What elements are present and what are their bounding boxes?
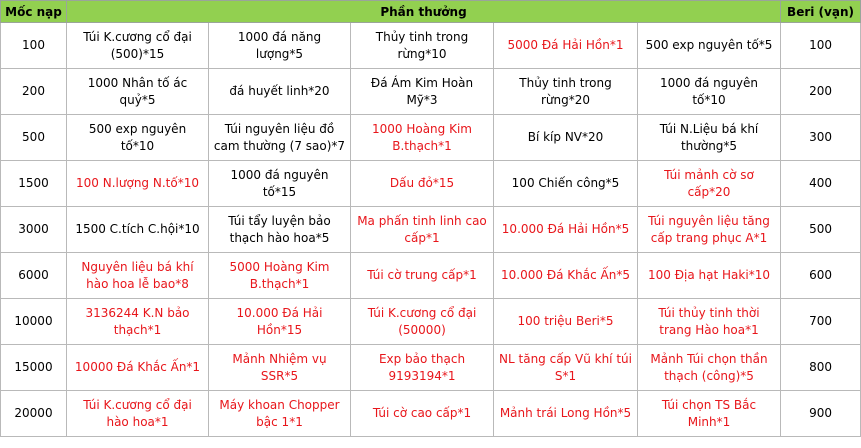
reward-cell: Túi nguyên liệu tăng cấp trang phục A*1 [638, 207, 781, 253]
moc-nap-cell: 15000 [1, 345, 67, 391]
reward-cell: Đá Ám Kim Hoàn Mỹ*3 [351, 69, 494, 115]
reward-cell: 100 N.lượng N.tố*10 [67, 161, 209, 207]
beri-cell: 300 [781, 115, 861, 161]
reward-cell: Túi cờ cao cấp*1 [351, 391, 494, 437]
header-phan-thuong: Phần thưởng [67, 1, 781, 23]
reward-cell: Túi thủy tinh thời trang Hào hoa*1 [638, 299, 781, 345]
beri-cell: 700 [781, 299, 861, 345]
reward-cell: Mảnh trái Long Hồn*5 [494, 391, 638, 437]
header-row [1, 1, 861, 23]
table-row [1, 207, 861, 253]
reward-cell: 1000 Nhân tố ác quỷ*5 [67, 69, 209, 115]
reward-cell: Dấu đỏ*15 [351, 161, 494, 207]
moc-nap-cell: 3000 [1, 207, 67, 253]
beri-cell: 900 [781, 391, 861, 437]
table-row [1, 345, 861, 391]
moc-nap-cell: 100 [1, 23, 67, 69]
reward-cell: Túi K.cương cổ đại hào hoa*1 [67, 391, 209, 437]
reward-cell: Thủy tinh trong rừng*20 [494, 69, 638, 115]
table-row [1, 391, 861, 437]
reward-cell: Máy khoan Chopper bậc 1*1 [209, 391, 351, 437]
moc-nap-cell: 200 [1, 69, 67, 115]
reward-cell: Mảnh Túi chọn thần thạch (công)*5 [638, 345, 781, 391]
reward-cell: Ma phấn tinh linh cao cấp*1 [351, 207, 494, 253]
table-row [1, 115, 861, 161]
reward-cell: Túi tẩy luyện bảo thạch hào hoa*5 [209, 207, 351, 253]
beri-cell: 500 [781, 207, 861, 253]
reward-cell: 5000 Đá Hải Hồn*1 [494, 23, 638, 69]
reward-cell: Bí kíp NV*20 [494, 115, 638, 161]
reward-cell: 1500 C.tích C.hội*10 [67, 207, 209, 253]
reward-cell: Nguyên liệu bá khí hào hoa lễ bao*8 [67, 253, 209, 299]
beri-cell: 100 [781, 23, 861, 69]
reward-cell: Túi cờ trung cấp*1 [351, 253, 494, 299]
reward-cell: 5000 Hoàng Kim B.thạch*1 [209, 253, 351, 299]
reward-cell: Thủy tinh trong rừng*10 [351, 23, 494, 69]
beri-cell: 400 [781, 161, 861, 207]
reward-cell: 500 exp nguyên tố*10 [67, 115, 209, 161]
beri-cell: 800 [781, 345, 861, 391]
reward-cell: Exp bảo thạch 9193194*1 [351, 345, 494, 391]
reward-cell: 1000 Hoàng Kim B.thạch*1 [351, 115, 494, 161]
table-row [1, 253, 861, 299]
reward-cell: Túi K.cương cổ đại (500)*15 [67, 23, 209, 69]
reward-cell: 10000 Đá Khắc Ấn*1 [67, 345, 209, 391]
table-row [1, 69, 861, 115]
reward-cell: 10.000 Đá Hải Hồn*5 [494, 207, 638, 253]
table-row [1, 161, 861, 207]
reward-cell: 1000 đá nguyên tố*10 [638, 69, 781, 115]
reward-cell: Túi chọn TS Bắc Minh*1 [638, 391, 781, 437]
moc-nap-cell: 500 [1, 115, 67, 161]
beri-cell: 600 [781, 253, 861, 299]
header-beri: Beri (vạn) [781, 1, 861, 23]
reward-cell: Túi nguyên liệu đồ cam thường (7 sao)*7 [209, 115, 351, 161]
moc-nap-cell: 10000 [1, 299, 67, 345]
reward-cell: 1000 đá năng lượng*5 [209, 23, 351, 69]
reward-cell: Túi N.Liệu bá khí thường*5 [638, 115, 781, 161]
reward-cell: 1000 đá nguyên tố*15 [209, 161, 351, 207]
reward-cell: Mảnh Nhiệm vụ SSR*5 [209, 345, 351, 391]
reward-cell: 500 exp nguyên tố*5 [638, 23, 781, 69]
beri-cell: 200 [781, 69, 861, 115]
reward-cell: Túi K.cương cổ đại (50000) [351, 299, 494, 345]
reward-cell: 100 Địa hạt Haki*10 [638, 253, 781, 299]
reward-cell: 10.000 Đá Khắc Ấn*5 [494, 253, 638, 299]
table-row [1, 299, 861, 345]
moc-nap-cell: 20000 [1, 391, 67, 437]
reward-cell: NL tăng cấp Vũ khí túi S*1 [494, 345, 638, 391]
table-row [1, 23, 861, 69]
reward-cell: 100 Chiến công*5 [494, 161, 638, 207]
moc-nap-cell: 1500 [1, 161, 67, 207]
moc-nap-cell: 6000 [1, 253, 67, 299]
reward-cell: đá huyết linh*20 [209, 69, 351, 115]
reward-cell: 10.000 Đá Hải Hồn*15 [209, 299, 351, 345]
header-moc-nap: Mốc nạp [1, 1, 67, 23]
reward-cell: Túi mảnh cờ sơ cấp*20 [638, 161, 781, 207]
reward-cell: 3136244 K.N bảo thạch*1 [67, 299, 209, 345]
reward-cell: 100 triệu Beri*5 [494, 299, 638, 345]
